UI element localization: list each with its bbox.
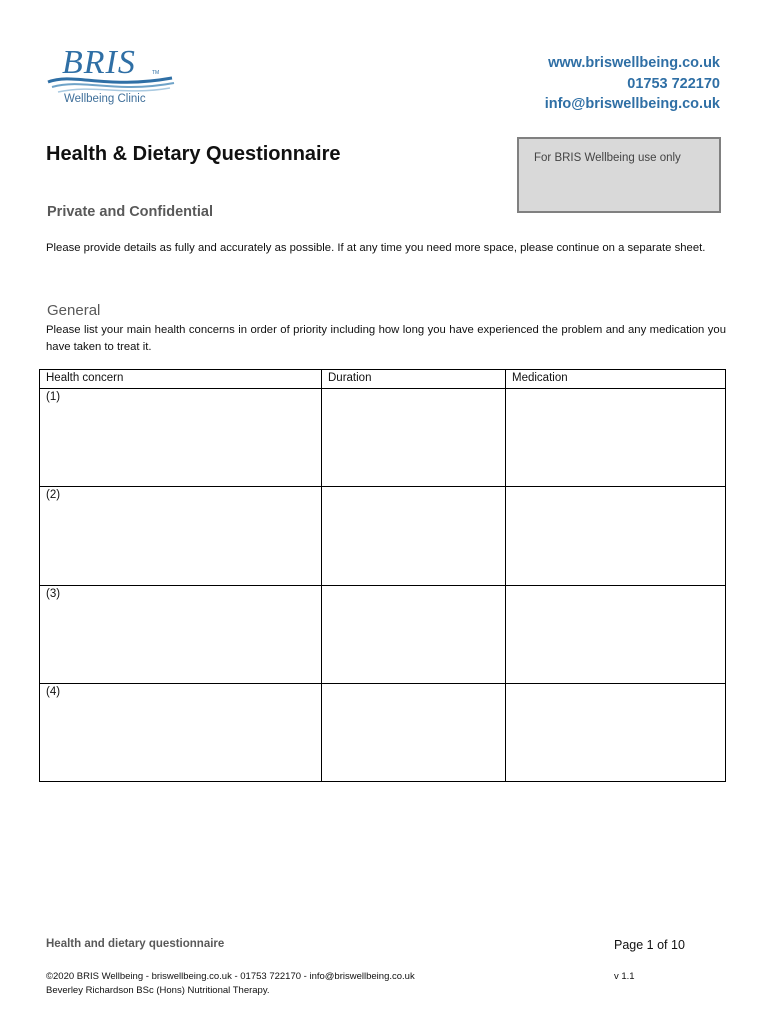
version-label: v 1.1 (614, 971, 635, 982)
concern-cell[interactable]: (1) (40, 389, 322, 487)
table-row (40, 487, 726, 585)
health-concerns-table (39, 369, 726, 782)
header-duration: Duration (322, 370, 506, 389)
medication-cell[interactable] (506, 585, 726, 683)
contact-block (545, 53, 720, 115)
duration-cell[interactable] (322, 487, 506, 585)
contact-email[interactable]: info@briswellbeing.co.uk (544, 96, 720, 112)
bris-logo (44, 42, 179, 114)
concern-cell[interactable]: (2) (40, 487, 322, 585)
contact-phone: 01753 722170 (627, 75, 720, 92)
medication-cell[interactable] (506, 389, 726, 487)
concern-cell[interactable]: (4) (40, 683, 322, 781)
office-use-label: For BRIS Wellbeing use only (534, 152, 681, 164)
logo-trademark: TM (152, 70, 160, 76)
footer-copyright: ©2020 BRIS Wellbeing - briswellbeing.co.uk - 01753 722170 - info@briswellbeing.co.uk (46, 971, 415, 982)
header-health-concern: Health concern (40, 370, 322, 389)
private-confidential-heading: Private and Confidential (47, 204, 213, 220)
duration-cell[interactable] (322, 585, 506, 683)
duration-cell[interactable] (322, 683, 506, 781)
table-row (40, 683, 726, 781)
table-row (40, 585, 726, 683)
table-header-row (40, 370, 726, 389)
logo-brand-text: BRIS (62, 44, 136, 81)
office-use-box (517, 137, 721, 213)
footer-title: Health and dietary questionnaire (46, 938, 225, 950)
medication-cell[interactable] (506, 683, 726, 781)
table-row (40, 389, 726, 487)
general-paragraph: Please list your main health concerns in order of priority including how long you have experienced the problem and any medication you have taken to treat it. (46, 324, 726, 353)
contact-website[interactable]: www.briswellbeing.co.uk (548, 55, 720, 71)
medication-cell[interactable] (506, 487, 726, 585)
logo-subtitle: Wellbeing Clinic (64, 93, 146, 105)
concern-cell[interactable]: (3) (40, 585, 322, 683)
page-number: Page 1 of 10 (614, 938, 685, 952)
duration-cell[interactable] (322, 389, 506, 487)
footer-credentials: Beverley Richardson BSc (Hons) Nutritional Therapy. (46, 985, 270, 996)
intro-paragraph: Please provide details as fully and accurately as possible. If at any time you need more space, please continue on a separate sheet. (46, 242, 706, 254)
general-heading: General (47, 302, 101, 319)
page-title: Health & Dietary Questionnaire (46, 143, 341, 165)
header-medication: Medication (506, 370, 726, 389)
